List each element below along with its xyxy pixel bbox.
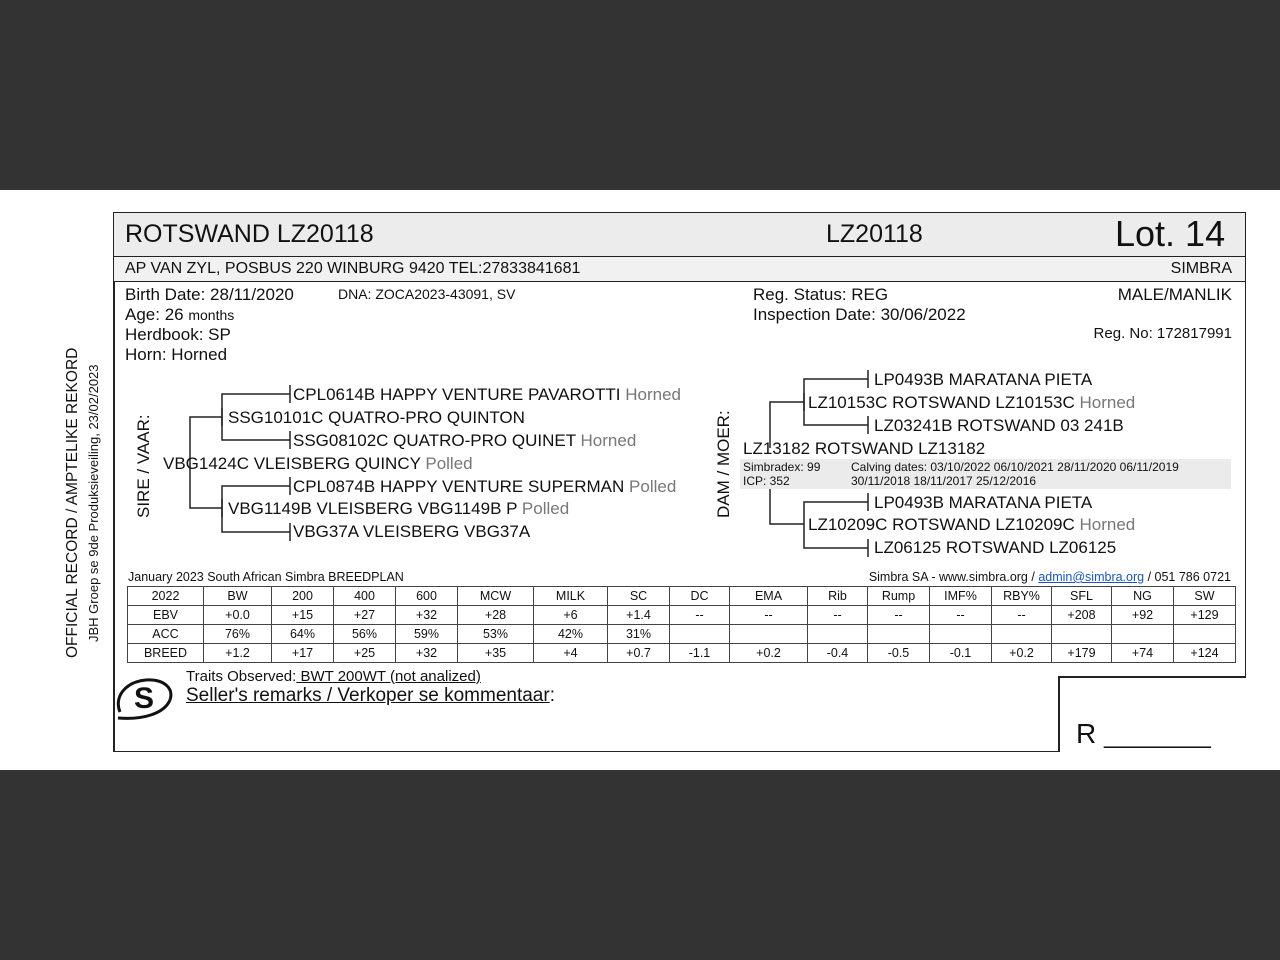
- breedplan-cell: --: [868, 606, 930, 625]
- breedplan-cell: +0.7: [608, 644, 670, 663]
- inspection-date: Inspection Date: 30/06/2022: [753, 305, 966, 324]
- breedplan-cell: +0.2: [992, 644, 1052, 663]
- breedplan-cell: +6: [534, 606, 608, 625]
- calving-dates-1: Calving dates: 03/10/2022 06/10/2021 28/11/2020 06/11/2019: [851, 460, 1179, 474]
- breedplan-cell: [730, 625, 808, 644]
- dam-dam: LZ10209C ROTSWAND LZ10209C Horned: [808, 515, 1136, 534]
- breedplan-cell: -0.5: [868, 644, 930, 663]
- breedplan-cell: +17: [272, 644, 334, 663]
- sire: VBG1424C VLEISBERG QUINCY Polled: [163, 454, 473, 473]
- dam-dam-dam: LZ06125 ROTSWAND LZ06125: [874, 538, 1117, 557]
- breedplan-title: January 2023 South African Simbra BREEDPLAN: [128, 570, 404, 584]
- dam-sire: LZ10153C ROTSWAND LZ10153C Horned: [808, 393, 1136, 412]
- breedplan-cell: SW: [1174, 587, 1236, 606]
- traits-observed: Traits Observed: BWT 200WT (not analized): [186, 668, 481, 685]
- breedplan-cell: 31%: [608, 625, 670, 644]
- breedplan-cell: Rib: [808, 587, 868, 606]
- breedplan-cell: --: [930, 606, 992, 625]
- breedplan-cell: +92: [1112, 606, 1174, 625]
- breed-label: SIMBRA: [1170, 260, 1232, 277]
- breedplan-cell: +28: [458, 606, 534, 625]
- breedplan-cell: [1052, 625, 1112, 644]
- breedplan-cell: --: [670, 606, 730, 625]
- sellers-remarks: Seller's remarks / Verkoper se kommentaar:: [186, 685, 555, 706]
- breedplan-cell: BW: [204, 587, 272, 606]
- breedplan-cell: +74: [1112, 644, 1174, 663]
- breedplan-cell: +0.0: [204, 606, 272, 625]
- sire-sire-dam: SSG08102C QUATRO-PRO QUINET Horned: [293, 431, 637, 450]
- breedplan-cell: 59%: [396, 625, 458, 644]
- breedplan-cell: 600: [396, 587, 458, 606]
- breedplan-cell: NG: [1112, 587, 1174, 606]
- breedplan-cell: 53%: [458, 625, 534, 644]
- breedplan-row-label: 2022: [128, 587, 204, 606]
- breedplan-cell: MILK: [534, 587, 608, 606]
- simbradex: Simbradex: 99: [743, 460, 821, 474]
- owner-address: AP VAN ZYL, POSBUS 220 WINBURG 9420 TEL:27833841681: [125, 260, 581, 277]
- sire-dam-sire: CPL0874B HAPPY VENTURE SUPERMAN Polled: [293, 477, 677, 496]
- dam-sire-sire: LP0493B MARATANA PIETA: [874, 370, 1093, 389]
- breedplan-row-label: BREED: [128, 644, 204, 663]
- animal-code: LZ20118: [826, 220, 923, 248]
- dna: DNA: ZOCA2023-43091, SV: [338, 286, 516, 302]
- logo-letter: S: [134, 682, 155, 715]
- breedplan-cell: [670, 625, 730, 644]
- breedplan-cell: RBY%: [992, 587, 1052, 606]
- breedplan-cell: SC: [608, 587, 670, 606]
- breedplan-cell: -0.4: [808, 644, 868, 663]
- breedplan-cell: +124: [1174, 644, 1236, 663]
- breedplan-cell: +179: [1052, 644, 1112, 663]
- breedplan-cell: Rump: [868, 587, 930, 606]
- breedplan-cell: 42%: [534, 625, 608, 644]
- breedplan-cell: +4: [534, 644, 608, 663]
- breedplan-cell: --: [730, 606, 808, 625]
- breedplan-cell: [930, 625, 992, 644]
- breedplan-cell: --: [992, 606, 1052, 625]
- breedplan-cell: DC: [670, 587, 730, 606]
- sire-dam-dam: VBG37A VLEISBERG VBG37A: [293, 522, 531, 541]
- animal-name: ROTSWAND LZ20118: [125, 220, 374, 248]
- breedplan-cell: -0.1: [930, 644, 992, 663]
- breedplan-row: [128, 587, 1236, 606]
- breedplan-cell: +0.2: [730, 644, 808, 663]
- breedplan-cell: +25: [334, 644, 396, 663]
- breedplan-row: [128, 606, 1236, 625]
- breedplan-cell: [868, 625, 930, 644]
- breedplan-cell: [808, 625, 868, 644]
- sire-dam: VBG1149B VLEISBERG VBG1149B P Polled: [228, 499, 570, 518]
- breedplan-cell: +35: [458, 644, 534, 663]
- lot-number: Lot. 14: [1115, 213, 1226, 254]
- breedplan-row-label: ACC: [128, 625, 204, 644]
- price-field[interactable]: R ________: [1076, 718, 1211, 749]
- breedplan-cell: +27: [334, 606, 396, 625]
- simbra-logo: [112, 674, 178, 724]
- breedplan-cell: [992, 625, 1052, 644]
- breedplan-cell: 76%: [204, 625, 272, 644]
- herdbook: Herdbook: SP: [125, 325, 231, 344]
- breedplan-row-label: EBV: [128, 606, 204, 625]
- breedplan-cell: 400: [334, 587, 396, 606]
- horn-status: Horn: Horned: [125, 345, 228, 364]
- breedplan-table: [127, 586, 1236, 663]
- sire-sire-sire: CPL0614B HAPPY VENTURE PAVAROTTI Horned: [293, 385, 682, 404]
- sire-sire: SSG10101C QUATRO-PRO QUINTON: [228, 408, 525, 427]
- breedplan-row: [128, 625, 1236, 644]
- breedplan-cell: SFL: [1052, 587, 1112, 606]
- auction-label: JBH Groep se 9de Produksieveiling, 23/02/2023: [86, 364, 101, 642]
- dam-label: DAM / MOER:: [714, 410, 733, 518]
- breedplan-cell: +1.2: [204, 644, 272, 663]
- breedplan-cell: [1112, 625, 1174, 644]
- calving-dates-2: 30/11/2018 18/11/2017 25/12/2016: [851, 474, 1037, 488]
- breedplan-cell: 64%: [272, 625, 334, 644]
- breedplan-contact: Simbra SA - www.simbra.org / admin@simbra.org / 051 786 0721: [868, 570, 1231, 584]
- sire-label: SIRE / VAAR:: [134, 414, 153, 518]
- breedplan-cell: +32: [396, 644, 458, 663]
- sex: MALE/MANLIK: [1117, 285, 1232, 304]
- breedplan-cell: +208: [1052, 606, 1112, 625]
- breedplan-cell: [1174, 625, 1236, 644]
- breedplan-cell: -1.1: [670, 644, 730, 663]
- icp: ICP: 352: [743, 474, 790, 488]
- official-record-label: OFFICIAL RECORD / AMPTELIKE REKORD: [64, 347, 81, 658]
- dam: LZ13182 ROTSWAND LZ13182: [743, 439, 986, 458]
- breedplan-cell: IMF%: [930, 587, 992, 606]
- email-link[interactable]: admin@simbra.org: [1038, 570, 1145, 584]
- dam-sire-dam: LZ03241B ROTSWAND 03 241B: [874, 416, 1124, 435]
- breedplan-cell: 56%: [334, 625, 396, 644]
- breedplan-cell: +129: [1174, 606, 1236, 625]
- reg-number: Reg. No: 172817991: [1093, 325, 1232, 342]
- breedplan-cell: 200: [272, 587, 334, 606]
- birth-date: Birth Date: 28/11/2020: [125, 285, 294, 304]
- breedplan-cell: --: [808, 606, 868, 625]
- reg-status: Reg. Status: REG: [753, 285, 889, 304]
- breedplan-cell: EMA: [730, 587, 808, 606]
- breedplan-row: [128, 644, 1236, 663]
- breedplan-cell: +15: [272, 606, 334, 625]
- age: Age: 26 months: [125, 305, 235, 324]
- breedplan-cell: +32: [396, 606, 458, 625]
- breedplan-cell: MCW: [458, 587, 534, 606]
- breedplan-cell: +1.4: [608, 606, 670, 625]
- dam-dam-sire: LP0493B MARATANA PIETA: [874, 493, 1093, 512]
